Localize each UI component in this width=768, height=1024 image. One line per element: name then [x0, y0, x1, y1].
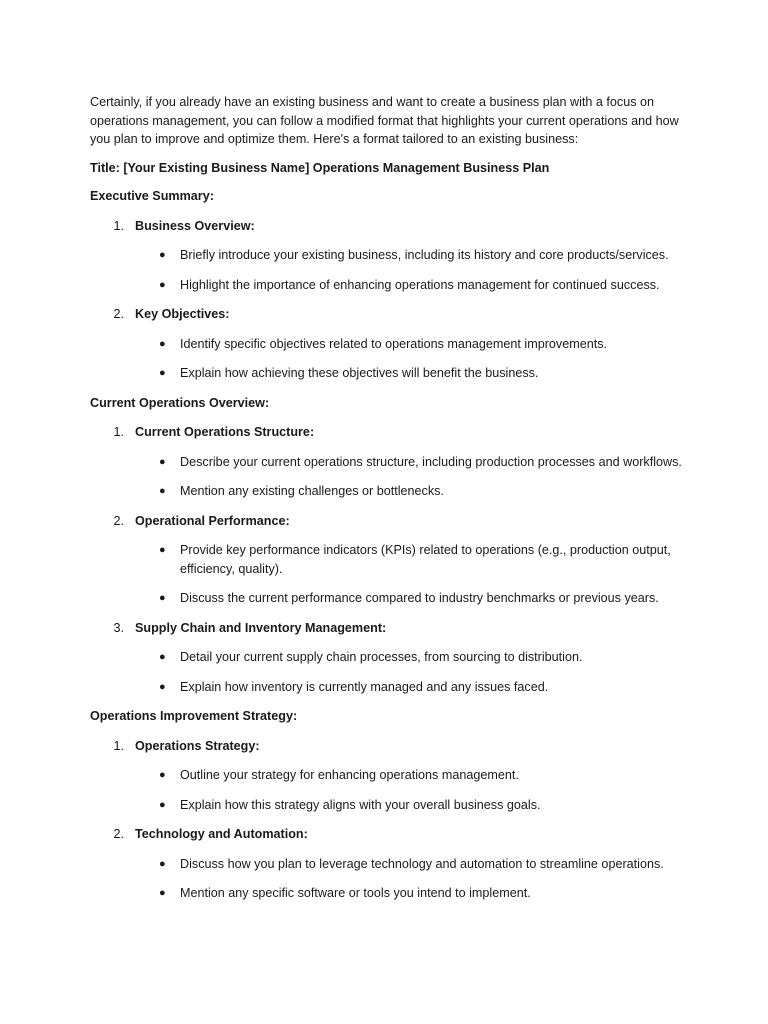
bullet-dot-icon: ● — [159, 857, 166, 870]
bullet-text: Identify specific objectives related to operations management improvements. — [180, 336, 608, 351]
section-heading: Current Operations Overview: — [90, 395, 270, 410]
bullet-text: Discuss the current performance compared to industry benchmarks or previous years. — [180, 591, 659, 605]
item-title: Technology and Automation: — [135, 827, 308, 841]
numbered-list — [90, 423, 688, 696]
bullet-item — [135, 541, 688, 578]
bullet-list — [135, 453, 688, 501]
bullet-dot-icon: ● — [159, 680, 166, 693]
bullet-text: Explain how achieving these objectives will benefit the business. — [180, 366, 539, 380]
bullet-text: Explain how this strategy aligns with your overall business goals. — [180, 797, 541, 812]
list-number: 1. — [113, 218, 124, 233]
bullet-dot-icon: ● — [159, 544, 166, 556]
bullet-item — [135, 884, 688, 903]
bullet-dot-icon: ● — [159, 455, 166, 468]
item-title: Key Objectives: — [135, 307, 230, 321]
list-number: 2. — [113, 827, 124, 841]
bullet-item — [135, 589, 688, 608]
bullet-dot-icon: ● — [159, 592, 166, 604]
section-heading: Executive Summary: — [90, 189, 214, 203]
section-heading: Operations Improvement Strategy: — [90, 709, 298, 723]
numbered-list-item — [90, 825, 688, 903]
bullet-item — [135, 678, 688, 697]
list-number: 3. — [113, 620, 124, 635]
bullet-list — [135, 648, 688, 696]
item-title: Operations Strategy: — [135, 738, 260, 753]
bullet-item — [135, 482, 688, 501]
bullet-list — [135, 766, 688, 814]
bullet-dot-icon: ● — [159, 278, 166, 291]
intro-paragraph: Certainly, if you already have an existing business and want to create a business plan with a focus on operations management, you can follow a modified format that highlights your current operations and how you plan to improve and optimize them. Here's a format tailored to an existing business: — [90, 95, 679, 146]
bullet-item — [135, 364, 688, 383]
section — [90, 707, 688, 903]
bullet-list — [135, 541, 688, 608]
bullet-list — [135, 246, 688, 294]
bullet-text: Outline your strategy for enhancing operations management. — [180, 768, 519, 782]
bullet-item — [135, 648, 688, 667]
section — [90, 394, 688, 697]
list-number: 2. — [113, 513, 124, 528]
bullet-list — [135, 335, 688, 383]
bullet-dot-icon: ● — [159, 249, 166, 261]
bullet-dot-icon: ● — [159, 798, 166, 811]
item-title: Business Overview: — [135, 218, 255, 233]
numbered-list-item — [90, 217, 688, 295]
numbered-list-item — [90, 737, 688, 815]
bullet-item — [135, 335, 688, 354]
bullet-text: Describe your current operations structure, including production processes and workflows. — [180, 454, 682, 469]
bullet-text: Mention any specific software or tools you intend to implement. — [180, 886, 531, 900]
list-number: 2. — [113, 307, 124, 321]
item-title: Supply Chain and Inventory Management: — [135, 620, 387, 635]
bullet-dot-icon: ● — [159, 337, 166, 350]
bullet-dot-icon: ● — [159, 887, 166, 899]
numbered-list-item — [90, 423, 688, 501]
item-title: Operational Performance: — [135, 513, 290, 528]
bullet-text: Highlight the importance of enhancing operations management for continued success. — [180, 277, 660, 292]
bullet-dot-icon: ● — [159, 367, 166, 379]
bullet-list — [135, 855, 688, 903]
bullet-text: Provide key performance indicators (KPIs) related to operations (e.g., production output, efficiency, quality). — [180, 543, 671, 576]
bullet-item — [135, 796, 688, 815]
bullet-text: Briefly introduce your existing business, including its history and core products/services. — [180, 248, 669, 262]
bullet-item — [135, 766, 688, 785]
bullet-text: Detail your current supply chain processes, from sourcing to distribution. — [180, 650, 583, 664]
bullet-item — [135, 246, 688, 265]
item-title: Current Operations Structure: — [135, 425, 315, 439]
bullet-text: Mention any existing challenges or bottlenecks. — [180, 484, 444, 498]
bullet-item — [135, 855, 688, 874]
bullet-dot-icon: ● — [159, 769, 166, 781]
numbered-list — [90, 217, 688, 383]
numbered-list-item — [90, 512, 688, 608]
numbered-list-item — [90, 305, 688, 383]
bullet-text: Discuss how you plan to leverage technology and automation to streamline operations. — [180, 856, 664, 871]
sections-container — [90, 187, 688, 903]
bullet-item — [135, 453, 688, 472]
numbered-list-item — [90, 619, 688, 697]
list-number: 1. — [113, 738, 124, 753]
section — [90, 187, 688, 383]
document-title: Title: [Your Existing Business Name] Operations Management Business Plan — [90, 160, 550, 175]
bullet-dot-icon: ● — [159, 651, 166, 663]
bullet-text: Explain how inventory is currently managed and any issues faced. — [180, 679, 549, 694]
bullet-dot-icon: ● — [159, 485, 166, 497]
bullet-item — [135, 276, 688, 295]
numbered-list — [90, 737, 688, 903]
list-number: 1. — [113, 425, 124, 439]
